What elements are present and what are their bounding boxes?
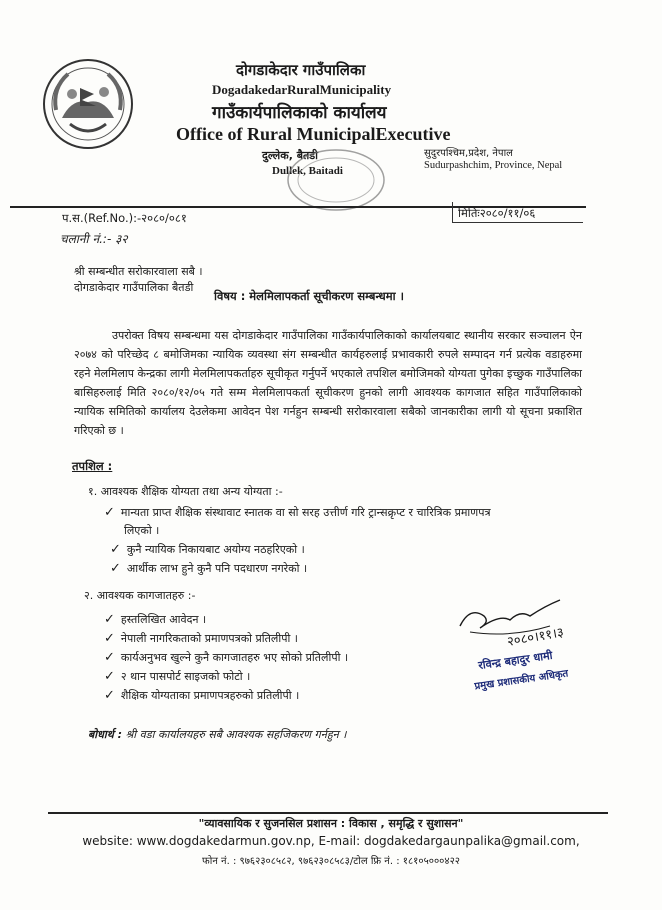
list-item: ✓ नेपाली नागरिकताको प्रमाणपत्रको प्रतिलीपी । bbox=[104, 631, 298, 646]
nepal-emblem-icon bbox=[42, 58, 134, 150]
list-item: ✓ आर्थीक लाभ हुने कुनै पनि पदधारण नगरेको । bbox=[110, 561, 308, 576]
municipality-name-np: दोगडाकेदार गाउँपालिका bbox=[236, 61, 366, 79]
list-item: ✓ कुनै न्यायिक निकायबाट अयोग्य नठहरिएको । bbox=[110, 542, 305, 557]
signer-title: प्रमुख प्रशासकीय अधिकृत bbox=[473, 668, 569, 693]
checkmark-icon: ✓ bbox=[104, 650, 115, 665]
checkmark-icon: ✓ bbox=[104, 612, 115, 627]
checkmark-icon: ✓ bbox=[104, 631, 115, 646]
list-item: ✓ मान्यता प्राप्त शैक्षिक संस्थावाट स्नातक वा सो सरह उत्तीर्ण गरि ट्रान्सक्रृप्ट र चारित्रिक प्रमाणपत्र bbox=[104, 505, 491, 520]
list-item: ✓ शैक्षिक योग्यताका प्रमाणपत्रहरुको प्रतिलीपी । bbox=[104, 688, 300, 703]
checkmark-icon: ✓ bbox=[104, 669, 115, 684]
details-heading: तपशिल : bbox=[72, 459, 113, 473]
province-np: सुदुरपश्चिम,प्रदेश, नेपाल bbox=[424, 148, 513, 159]
recipient-line-1: श्री सम्बन्धीत सरोकारवाला सबै । bbox=[74, 265, 203, 278]
checkmark-icon: ✓ bbox=[104, 505, 115, 520]
office-name-np: गाउँकार्यपालिकाको कार्यालय bbox=[212, 103, 387, 123]
signer-name: रविन्द्र बहादुर धामी bbox=[477, 648, 554, 673]
address-np: दुल्लेक, बैतडी bbox=[262, 149, 319, 162]
list-item: लिएको । bbox=[124, 524, 160, 537]
recipient-line-2: दोगडाकेदार गाउँपालिका बैतडी bbox=[74, 281, 194, 294]
section-1-title: १. आवश्यक शैक्षिक योग्यता तथा अन्य योग्यता :- bbox=[88, 485, 283, 498]
reference-number: प.स.(Ref.No.):-२०८०/०८१ bbox=[62, 211, 187, 225]
office-stamp-icon bbox=[280, 142, 390, 214]
province-en: Sudurpashchim, Province, Nepal bbox=[424, 160, 563, 171]
list-item: ✓ २ थान पासपोर्ट साइजको फोटो । bbox=[104, 669, 251, 684]
list-item: ✓ हस्तलिखित आवेदन । bbox=[104, 612, 207, 627]
cc-label: बोधार्थ : bbox=[88, 728, 123, 741]
cc-text: श्री वडा कार्यालयहरु सबै आवश्यक सहजिकरण गर्नहुन । bbox=[125, 728, 347, 741]
address-en: Dullek, Baitadi bbox=[272, 165, 343, 177]
section-2-title: २. आवश्यक कागजातहरु :- bbox=[84, 589, 196, 602]
letter-subject: विषय : मेलमिलापकर्ता सूचीकरण सम्बन्धमा । bbox=[214, 289, 404, 303]
cc-note bbox=[88, 727, 346, 742]
signature-icon bbox=[450, 586, 600, 656]
municipality-name-en: DogadakedarRuralMunicipality bbox=[212, 82, 392, 97]
letter-body: उपरोक्त विषय सम्बन्धमा यस दोगडाकेदार गाउँपालिका गाउँकार्यपालिकाको कार्यालयबाट स्थानीय सरकार सञ्चालन ऐन २०७४ को परिच्छेद ८ बमोजिमका न्यायिक व्यवस्था संग सम्बन्धीत कार्यहरुलाई प्रभावकारी रुपले सम्पादन गर्न प्रत्येक वडाहरुमा रहने मेलमिलाप केन्द्रका लागी मेलमिलापकर्ताहरु सूचीकृत गर्नुपर्ने भएकाले तपशिल बमोजिमको योग्यता पुगेका इच्छुक गाउँपालिका बासिहरुलाई मिति २०८०/१२/०५ गते सम्म मेलमिलापकर्ता सूचीकरण हुनको लागी आवश्यक कागजात सहित गाउँपालिकाको न्यायिक समितिको कार्यालय देउलेकमा आवेदन पेश गर्नहुन सम्बन्धी सरोकारवाला सबैको जानकारीका लागी यो सूचना प्रकाशित गरिएको छ । bbox=[74, 329, 582, 437]
footer-website: website: www.dogdakedarmun.gov.np, E-mail: dogdakedargaunpalika@gmail.com, bbox=[82, 834, 580, 848]
checkmark-icon: ✓ bbox=[104, 688, 115, 703]
footer-divider bbox=[48, 812, 608, 814]
office-name-en: Office of Rural MunicipalExecutive bbox=[176, 124, 451, 144]
footer-slogan: "व्यावसायिक र सुजनसिल प्रशासन : विकास , समृद्धि र सुशासन" bbox=[198, 817, 464, 830]
checkmark-icon: ✓ bbox=[110, 542, 121, 557]
letter-date: मितिः२०८०/११/०६ bbox=[458, 206, 536, 220]
footer-phone: फोन नं. : ९७६२३०८५८२, ९७६२३०८५८३/टोल फ्रि नं. : १८१०५०००४२२ bbox=[202, 856, 460, 867]
signature-date: २०८०।११।३ bbox=[506, 625, 566, 650]
list-item: ✓ कार्यअनुभव खुल्ने कुनै कागजातहरु भए सोको प्रतिलीपी । bbox=[104, 650, 349, 665]
checkmark-icon: ✓ bbox=[110, 561, 121, 576]
dispatch-number: चलानी नं.:- ३२ bbox=[60, 232, 128, 246]
